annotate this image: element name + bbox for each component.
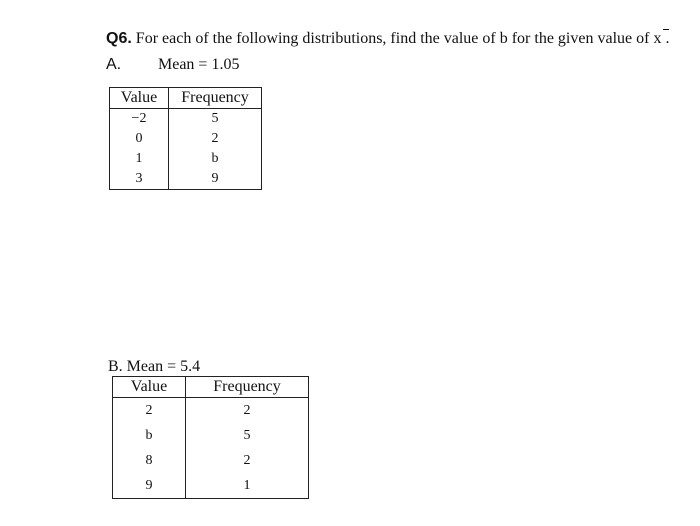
table-a-value-cell: 1 xyxy=(110,149,169,169)
part-b-heading: B. Mean = 5.4 xyxy=(108,358,201,375)
part-a-label: A. xyxy=(106,56,122,73)
table-row xyxy=(110,149,262,169)
table-b-header-frequency: Frequency xyxy=(186,377,309,398)
x-bar-symbol: x xyxy=(653,30,662,47)
table-row xyxy=(113,473,309,499)
table-a-value-cell: −2 xyxy=(110,109,169,130)
table-b-value-cell: 9 xyxy=(113,473,186,499)
table-a-frequency-cell: b xyxy=(169,149,262,169)
table-a-frequency-cell: 2 xyxy=(169,129,262,149)
table-b-frequency-cell: 1 xyxy=(186,473,309,499)
table-a-frequency-cell: 9 xyxy=(169,169,262,190)
table-b-frequency-cell: 5 xyxy=(186,423,309,448)
table-b-header-value: Value xyxy=(113,377,186,398)
question-line xyxy=(106,30,669,48)
question-text: For each of the following distributions, find the value of b for the given value of xyxy=(131,30,654,47)
table-b-value-cell: 2 xyxy=(113,398,186,424)
table-a-header-frequency: Frequency xyxy=(169,88,262,109)
question-end: . xyxy=(661,30,670,47)
table-b-header-row xyxy=(113,377,309,398)
question-number: Q6. xyxy=(106,30,132,47)
part-a-mean: Mean = 1.05 xyxy=(158,56,240,73)
part-a-heading xyxy=(106,56,239,74)
table-b-frequency-cell: 2 xyxy=(186,448,309,473)
table-a-frequency-cell: 5 xyxy=(169,109,262,130)
table-a-value-cell: 0 xyxy=(110,129,169,149)
table-row xyxy=(113,448,309,473)
table-row xyxy=(110,169,262,190)
table-row xyxy=(113,398,309,424)
table-b-value-cell: b xyxy=(113,423,186,448)
table-a-header-value: Value xyxy=(110,88,169,109)
table-a-value-cell: 3 xyxy=(110,169,169,190)
table-b-frequency-cell: 2 xyxy=(186,398,309,424)
table-a-header-row xyxy=(110,88,262,109)
table-row xyxy=(113,423,309,448)
table-row xyxy=(110,109,262,130)
table-b-value-cell: 8 xyxy=(113,448,186,473)
distribution-table-a xyxy=(109,87,262,190)
table-row xyxy=(110,129,262,149)
distribution-table-b xyxy=(112,376,309,499)
